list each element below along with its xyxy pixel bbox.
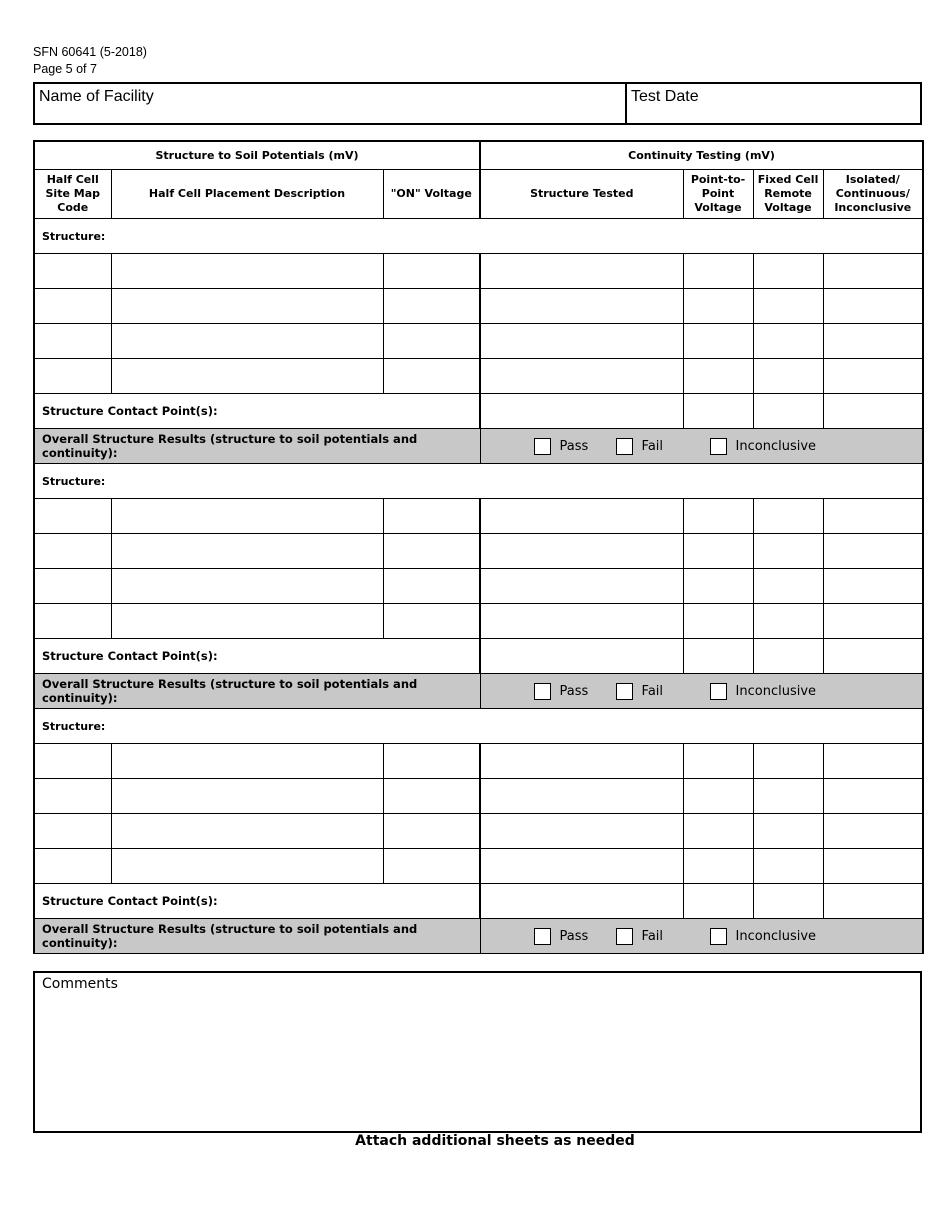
cell[interactable]: [823, 569, 923, 604]
cell[interactable]: [480, 779, 683, 814]
cell[interactable]: [480, 324, 683, 359]
cell[interactable]: [383, 289, 480, 324]
cell[interactable]: [753, 359, 823, 394]
cell[interactable]: [753, 604, 823, 639]
cell[interactable]: [683, 604, 753, 639]
table-row: [34, 569, 923, 604]
cell[interactable]: [480, 359, 683, 394]
contact-points-label[interactable]: Structure Contact Point(s):: [34, 394, 480, 429]
cell[interactable]: [111, 254, 383, 289]
cell[interactable]: [34, 849, 111, 884]
cell[interactable]: [823, 394, 923, 429]
structure-label[interactable]: Structure:: [34, 464, 923, 499]
cell[interactable]: [34, 779, 111, 814]
cell[interactable]: [753, 324, 823, 359]
cell[interactable]: [480, 744, 683, 779]
cell[interactable]: [480, 849, 683, 884]
cell[interactable]: [480, 534, 683, 569]
cell[interactable]: [823, 814, 923, 849]
col-site-map-code: Half Cell Site Map Code: [34, 170, 111, 219]
cell[interactable]: [111, 569, 383, 604]
cell[interactable]: [823, 254, 923, 289]
cell[interactable]: [683, 569, 753, 604]
cell[interactable]: [383, 744, 480, 779]
cell[interactable]: [383, 779, 480, 814]
cell[interactable]: [753, 639, 823, 674]
test-date-label: Test Date: [631, 88, 699, 105]
inconclusive-checkbox[interactable]: [710, 683, 727, 700]
table-row: [34, 779, 923, 814]
facility-info: [33, 82, 922, 125]
cell[interactable]: [753, 534, 823, 569]
cell[interactable]: [480, 499, 683, 534]
contact-points-label[interactable]: Structure Contact Point(s):: [34, 884, 480, 919]
cell[interactable]: [753, 254, 823, 289]
inconclusive-label: Inconclusive: [735, 683, 817, 699]
cell[interactable]: [753, 884, 823, 919]
cell[interactable]: [480, 289, 683, 324]
cell[interactable]: [383, 499, 480, 534]
overall-results-label: Overall Structure Results (structure to soil potentials and continuity):: [34, 429, 480, 464]
cell[interactable]: [480, 254, 683, 289]
table-row: [34, 744, 923, 779]
cell[interactable]: [753, 499, 823, 534]
cell[interactable]: [823, 779, 923, 814]
cell[interactable]: [111, 744, 383, 779]
cell[interactable]: [823, 289, 923, 324]
inconclusive-checkbox[interactable]: [710, 928, 727, 945]
col-placement-description: Half Cell Placement Description: [111, 170, 383, 219]
fail-label: Fail: [641, 683, 664, 699]
cell[interactable]: [111, 499, 383, 534]
overall-results-label: Overall Structure Results (structure to soil potentials and continuity):: [34, 674, 480, 709]
overall-results-label: Overall Structure Results (structure to soil potentials and continuity):: [34, 919, 480, 954]
facility-name-label: Name of Facility: [39, 88, 154, 105]
cell[interactable]: [823, 359, 923, 394]
cell[interactable]: [383, 534, 480, 569]
fail-checkbox[interactable]: [616, 683, 633, 700]
col-on-voltage: "ON" Voltage: [383, 170, 480, 219]
cell[interactable]: [480, 569, 683, 604]
cell[interactable]: [683, 814, 753, 849]
inconclusive-checkbox[interactable]: [710, 438, 727, 455]
table-row: [34, 324, 923, 359]
cell[interactable]: [111, 849, 383, 884]
cell[interactable]: [683, 744, 753, 779]
cell[interactable]: [111, 289, 383, 324]
cell[interactable]: [480, 814, 683, 849]
cell[interactable]: [383, 359, 480, 394]
structure-label[interactable]: Structure:: [34, 709, 923, 744]
cell[interactable]: [823, 744, 923, 779]
cell[interactable]: [683, 884, 753, 919]
cell[interactable]: [111, 359, 383, 394]
cell[interactable]: [111, 324, 383, 359]
col-structure-tested: Structure Tested: [480, 170, 683, 219]
cell[interactable]: [480, 604, 683, 639]
fail-checkbox[interactable]: [616, 438, 633, 455]
cell[interactable]: [753, 849, 823, 884]
cell[interactable]: [34, 604, 111, 639]
cell[interactable]: [683, 359, 753, 394]
inconclusive-label: Inconclusive: [735, 928, 817, 944]
table-row: [34, 849, 923, 884]
cell[interactable]: [823, 534, 923, 569]
cell[interactable]: [683, 849, 753, 884]
cell[interactable]: [34, 359, 111, 394]
cell[interactable]: [383, 254, 480, 289]
structure-label[interactable]: Structure:: [34, 219, 923, 254]
table-row: [34, 289, 923, 324]
section-structure-to-soil: Structure to Soil Potentials (mV): [34, 141, 480, 170]
cell[interactable]: [683, 394, 753, 429]
cell[interactable]: [823, 499, 923, 534]
cell[interactable]: [111, 779, 383, 814]
cell[interactable]: [383, 849, 480, 884]
cell[interactable]: [683, 324, 753, 359]
pass-label: Pass: [559, 928, 589, 944]
col-point-to-point: Point-to-Point Voltage: [683, 170, 753, 219]
table-row: [34, 359, 923, 394]
cell[interactable]: [683, 254, 753, 289]
cell[interactable]: [683, 779, 753, 814]
cell[interactable]: [683, 289, 753, 324]
cell[interactable]: [753, 744, 823, 779]
pass-checkbox[interactable]: [534, 928, 551, 945]
inconclusive-label: Inconclusive: [735, 438, 817, 454]
cell[interactable]: [34, 814, 111, 849]
page-number: Page 5 of 7: [33, 62, 97, 76]
pass-checkbox[interactable]: [534, 683, 551, 700]
cell[interactable]: [34, 744, 111, 779]
cell[interactable]: [753, 814, 823, 849]
test-date-field[interactable]: [627, 84, 920, 123]
cell[interactable]: [683, 639, 753, 674]
comments-box[interactable]: [33, 971, 922, 1133]
col-fixed-cell: Fixed Cell Remote Voltage: [753, 170, 823, 219]
cell[interactable]: [34, 569, 111, 604]
cell[interactable]: [823, 849, 923, 884]
facility-name-field[interactable]: [35, 84, 627, 123]
cell[interactable]: [111, 814, 383, 849]
fail-checkbox[interactable]: [616, 928, 633, 945]
col-isolated: Isolated/ Continuous/ Inconclusive: [823, 170, 923, 219]
table-row: [34, 499, 923, 534]
pass-checkbox[interactable]: [534, 438, 551, 455]
cell[interactable]: [823, 324, 923, 359]
cell[interactable]: [34, 254, 111, 289]
fail-label: Fail: [641, 928, 664, 944]
cell[interactable]: [753, 394, 823, 429]
table-row: [34, 534, 923, 569]
cell[interactable]: [383, 569, 480, 604]
contact-points-label[interactable]: Structure Contact Point(s):: [34, 639, 480, 674]
cell[interactable]: [753, 569, 823, 604]
section-continuity-testing: Continuity Testing (mV): [480, 141, 923, 170]
cell[interactable]: [34, 534, 111, 569]
cell[interactable]: [823, 639, 923, 674]
table-row: [34, 814, 923, 849]
cell[interactable]: [823, 604, 923, 639]
cell[interactable]: [683, 534, 753, 569]
cell[interactable]: [383, 814, 480, 849]
cell[interactable]: [383, 324, 480, 359]
test-results-table: [33, 140, 924, 954]
table-row: [34, 254, 923, 289]
cell[interactable]: [480, 394, 683, 429]
cell[interactable]: [34, 289, 111, 324]
cell[interactable]: [34, 324, 111, 359]
cell[interactable]: [823, 884, 923, 919]
cell[interactable]: [111, 534, 383, 569]
comments-label: Comments: [42, 976, 118, 992]
cell[interactable]: [111, 604, 383, 639]
fail-label: Fail: [641, 438, 664, 454]
cell[interactable]: [34, 499, 111, 534]
cell[interactable]: [683, 499, 753, 534]
pass-label: Pass: [559, 438, 589, 454]
form-id: SFN 60641 (5-2018): [33, 45, 147, 59]
pass-label: Pass: [559, 683, 589, 699]
table-row: [34, 604, 923, 639]
attach-note: Attach additional sheets as needed: [355, 1133, 635, 1149]
cell[interactable]: [383, 604, 480, 639]
cell[interactable]: [753, 779, 823, 814]
cell[interactable]: [753, 289, 823, 324]
cell[interactable]: [480, 639, 683, 674]
cell[interactable]: [480, 884, 683, 919]
